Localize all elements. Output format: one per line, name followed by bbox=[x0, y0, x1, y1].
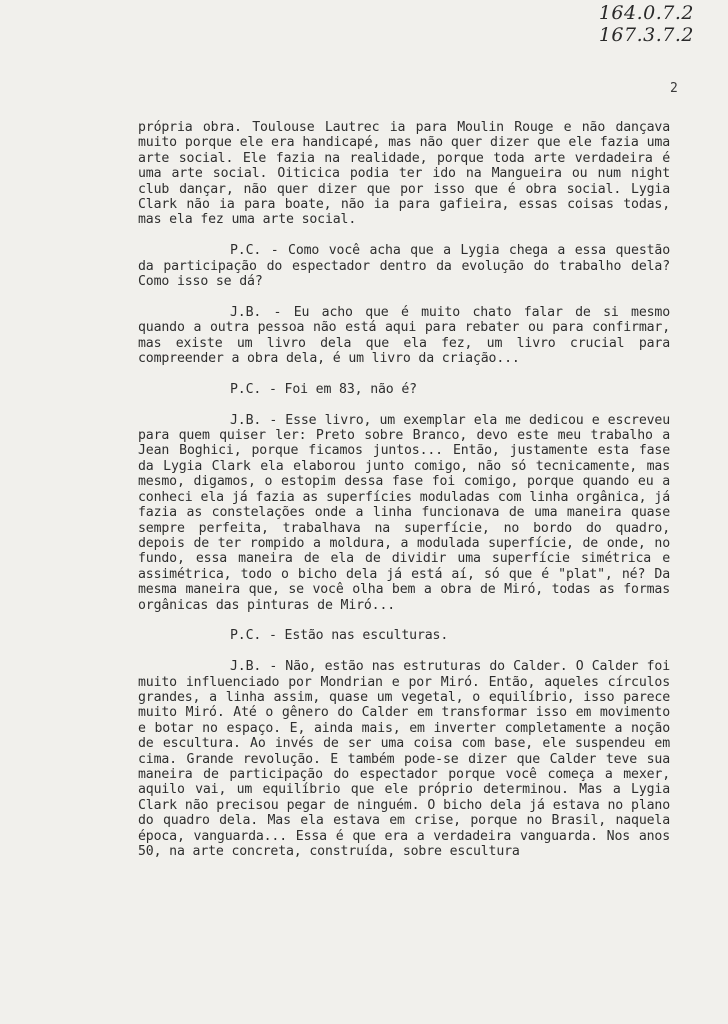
paragraph-pc-question: P.C. - Foi em 83, não é? bbox=[230, 381, 417, 397]
paragraph-jb-answer: J.B. - Esse livro, um exemplar ela me dedicou e escreveu para quem quiser ler: Preto sobre Branco, devo este meu trabalho a Jean Boghici, porque ficamos juntos... Então, justamente esta fase da Lygia Clark ela elaborou junto comigo, não só tecnicamente, mas mesmo, digamos, o estopim dessa fase foi comigo, porque quando eu a conheci ela já fazia as superfícies moduladas com linha orgânica, já fazia as constelações onde a linha funcionava de uma maneira quase sempre perfeita, trabalhava na superfície, no bordo do quadro, depois de ter rompido a moldura, a modulada superfície, de onde, no fundo, essa maneira de ela de dividir uma superfície simétrica e assimétrica, todo o bicho dela já está aí, só que é "plat", né? Da mesma maneira que, se você olha bem a obra de Miró, todas as formas orgânicas das pinturas de Miró... bbox=[138, 412, 670, 613]
paragraph-pc-remark: P.C. - Estão nas esculturas. bbox=[230, 628, 449, 644]
archive-note-line-1: 164.0.7.2 bbox=[598, 2, 694, 24]
page-number: 2 bbox=[670, 81, 678, 96]
paragraph-jb-answer: J.B. - Eu acho que é muito chato falar de si mesmo quando a outra pessoa não está aqui para rebater ou para confirmar, mas existe um livro dela que ela fez, um livro crucial para compreender a obra dela, é um livro da criação... bbox=[138, 304, 670, 367]
paragraph-jb-answer: J.B. - Não, estão nas estruturas do Calder. O Calder foi muito influenciado por Mondrian e por Miró. Então, aqueles círculos grandes, a linha assim, quase um vegetal, o equilíbrio, isso parece muito Miró. Até o gênero do Calder em transformar isso em movimento e botar no espaço. E, ainda mais, em inverter completamente a noção de escultura. Ao invés de ser uma coisa com base, ele suspendeu em cima. Grande revolução. E também pode-se dizer que Calder teve sua maneira de participação do espectador porque você começa a mexer, aquilo vai, um equilíbrio que ele próprio determinou. Mas a Lygia Clark não precisou pegar de ninguém. O bicho dela já estava no plano do quadro dela. Mas ela estava em crise, porque no Brasil, naquela época, vanguarda... Essa é que era a verdadeira vanguarda. Nos anos 50, na arte concreta, construída, sobre escultura bbox=[138, 659, 670, 859]
paragraph-continuation: própria obra. Toulouse Lautrec ia para Moulin Rouge e não dançava muito porque ele era handicapé, mas não quer dizer que ele fazia uma arte social. Ele fazia na realidade, porque toda arte verdadeira é uma arte social. Oiticica podia ter ido na Mangueira ou num night club dançar, não quer dizer que por isso que é obra social. Lygia Clark não ia para boate, não ia para gafieira, essas coisas todas, mas ela fez uma arte social. bbox=[138, 120, 670, 228]
interview-transcript bbox=[138, 120, 670, 859]
handwritten-archive-note bbox=[599, 2, 694, 46]
paragraph-pc-question: P.C. - Como você acha que a Lygia chega a essa questão da participação do espectador dentro da evolução do trabalho dela? Como isso se dá? bbox=[138, 243, 670, 290]
archive-note-line-2: 167.3.7.2 bbox=[598, 24, 694, 46]
